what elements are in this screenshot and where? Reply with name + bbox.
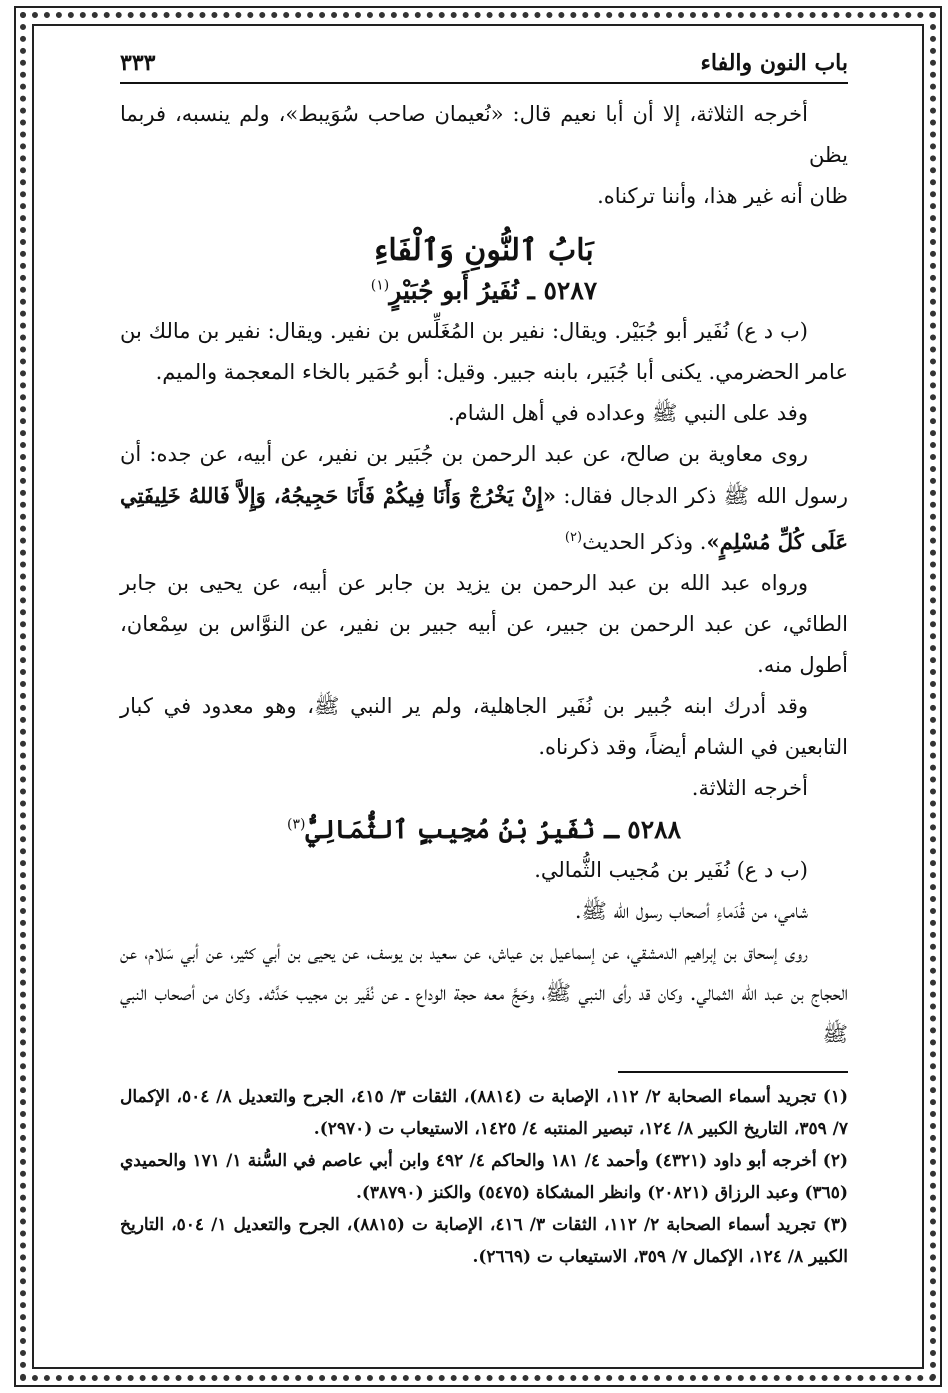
footnotes	[120, 1081, 848, 1273]
intro-line-2: ظان أنه غير هذا، وأننا تركناه.	[597, 184, 848, 208]
footnote-2: (٢) أخرجه أبو داود (٤٣٢١) وأحمد ٤/ ١٨١ والحاكم ٤/ ٤٩٢ وابن أبي عاصم في السُّنة ١/ ١٧١ والحميدي (٣٦٥) وعبد الرزاق (٢٠٨٢١) وانظر المشكاة (٥٤٧٥) والكنز (٣٨٧٩٠).	[120, 1151, 849, 1203]
narration-end: . وذكر الحديث	[582, 530, 707, 554]
entry2-paragraph-3: روى إسحاق بن إبراهيم الدمشقي، عن إسماعيل بن عياش، عن سعيد بن يوسف، عن يحيى بن أبي كثير، عن أبي سَلام، عن الحجاج بن عبد الله الثمالي. وكان قد رأى النبي ﷺ، وحَجَّ معه حجة الوداع ـ عن نُفَير بن مجيب حَدَّثه. وكان من أصحاب النبي ﷺ	[120, 940, 848, 1046]
entry2-paragraph-2: شامي، من قُدَماءِ أصحاب رسول الله ﷺ.	[574, 899, 808, 923]
entry1-paragraph-3	[120, 434, 848, 563]
entry2-paragraph-1: (ب د ع) نُفَير بن مُجيب الثُّمالي.	[534, 858, 808, 882]
footnote-marker: (١)	[370, 277, 390, 294]
intro-line-1: أخرجه الثلاثة، إلا أن أبا نعيم قال: «نُعيمان صاحب سُوَيبط»، ولم ينسبه، فربما يظن	[120, 102, 848, 167]
page-number: ٣٣٣	[120, 50, 156, 76]
entry1-paragraph-6: أخرجه الثلاثة.	[691, 776, 808, 800]
narration-text: روى معاوية بن صالح، عن عبد الرحمن بن جُبَير بن نفير، عن أبيه، عن جده: أن رسول الله ﷺ ذكر الدجال فقال:	[120, 442, 848, 508]
footnote-3: (٣) تجريد أسماء الصحابة ٢/ ١١٢، الثقات ٣/ ٤١٦، الإصابة ت (٨٨١٥)، الجرح والتعديل ١/ ٥٠٤، التاريخ الكبير ٨/ ١٢٤، الإكمال ٧/ ٣٥٩، الاستيعاب ت (٢٦٦٩).	[120, 1215, 848, 1267]
hadith-text: «إِنْ يَخْرُجْ وَأَنَا فِيكُمْ فَأَنَا حَجِيجُهُ، وَإِلاَّ فَاللهُ خَلِيفَتِي عَلَى كُلِّ مُسْلِمٍ»	[120, 483, 848, 554]
footnote-marker: (٢)	[564, 530, 583, 545]
running-title: باب النون والفاء	[700, 50, 848, 76]
entry-title-5287	[120, 276, 848, 305]
page-header	[120, 50, 848, 84]
section-title: بَابُ ٱلنُّونِ وَٱلْفَاءِ	[374, 233, 594, 268]
entry1-paragraph-4: ورواه عبد الله بن عبد الرحمن بن يزيد بن جابر عن أبيه، عن يحيى بن جابر الطائي، عن عبد الرحمن بن جبير، عن أبيه جبير بن نفير، عن النوَّاس بن سِمْعان، أطول منه.	[120, 571, 848, 677]
entry1-paragraph-5: وقد أدرك ابنه جُبير بن نُفَير الجاهلية، ولم ير النبي ﷺ، وهو معدود في كبار التابعين في الشام أيضاً، وقد ذكرناه.	[120, 694, 848, 759]
entry1-paragraph-1: (ب د ع) نُفَير أبو جُبَيْر. ويقال: نفير بن المُغَلِّس بن نفير. ويقال: نفير بن مالك بن عامر الحضرمي. يكنى أبا جُبَير، بابنه جبير. وقيل: أبو حُمَير بالخاء المعجمة والميم.	[120, 319, 848, 384]
entry-title-text: ٥٢٨٨ ـ نُفَيرُ بْنُ مُجِيبٍ ٱلثُّمَالِيُّ	[305, 815, 682, 844]
footnote-1: (١) تجريد أسماء الصحابة ٢/ ١١٢، الإصابة ت (٨٨١٤)، الثقات ٣/ ٤١٥، الجرح والتعديل ٨/ ٥٠٤، الإكمال ٧/ ٣٥٩، التاريخ الكبير ٨/ ١٢٤، تبصير المنتبه ٤/ ١٤٢٥، الاستيعاب ت (٢٩٧٠).	[120, 1087, 849, 1139]
entry-title-5288	[120, 815, 848, 844]
footnote-marker: (٣)	[286, 816, 306, 833]
entry1-paragraph-2: وفد على النبي ﷺ وعداده في أهل الشام.	[448, 401, 808, 425]
entry-title-text: ٥٢٨٧ ـ نُفَيرُ أَبو جُبَيْرٍ	[389, 276, 598, 305]
page-content	[120, 50, 848, 1353]
footnote-divider	[618, 1071, 848, 1073]
